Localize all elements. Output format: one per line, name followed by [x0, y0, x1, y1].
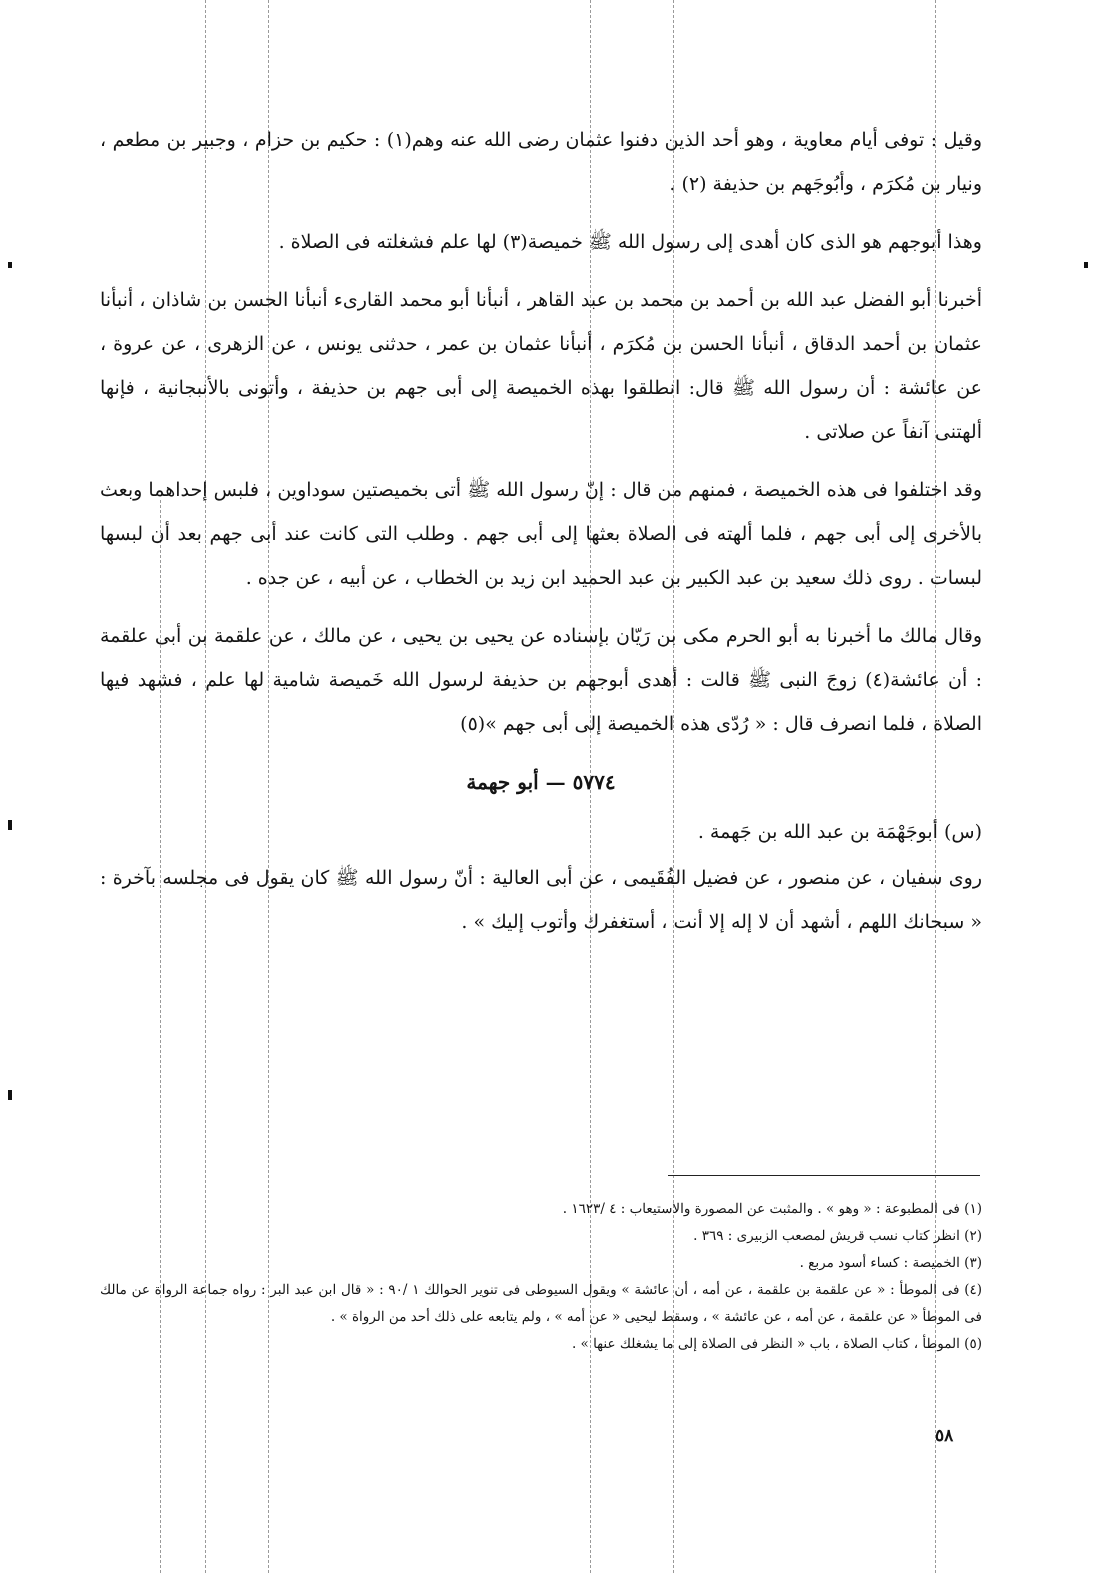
paragraph-4: وقد اختلفوا فى هذه الخميصة ، فمنهم من قال : إنّ رسول الله ﷺ أتى بخميصتين سوداوين ، فلبس إحداهما وبعث بالأخرى إلى أبى جهم ، فلما ألهته فى الصلاة بعثها إلى أبى جهم . وطلب التى كانت عند أبى جهم بعد أن لبسها لبسات . روى ذلك سعيد بن عبد الكبير بن عبد الحميد ابن زيد بن الخطاب ، عن أبيه ، عن جده .: [100, 479, 982, 589]
paragraph-6: (س) أبوجَهْمَة بن عبد الله بن جَهمة .: [697, 821, 982, 843]
footnote-divider: [668, 1175, 980, 1176]
scan-mark: [8, 262, 12, 268]
paragraph-1: وقيل : توفى أيام معاوية ، وهو أحد الذين دفنوا عثمان رضى الله عنه وهم(١) : حكيم بن حزام ، وجبير بن مطعم ، ونيار بن مُكرَم ، وأبُوجَهم بن حذيفة (٢) .: [100, 129, 982, 195]
main-text: [100, 118, 982, 958]
footnote-1: (١) فى المطبوعة : « وهو » . والمثبت عن المصورة والاستيعاب : ٤ /١٦٢٣ .: [562, 1201, 982, 1217]
paragraph-2: وهذا أبوجهم هو الذى كان أهدى إلى رسول الله ﷺ خميصة(٣) لها علم فشغلته فى الصلاة .: [278, 231, 982, 253]
scan-mark: [8, 820, 12, 830]
footnote-5: (٥) الموطأ ، كتاب الصلاة ، باب « النظر فى الصلاة إلى ما يشغلك عنها » .: [571, 1336, 982, 1352]
paragraph-3: أخبرنا أبو الفضل عبد الله بن أحمد بن محمد بن عبد القاهر ، أنبأنا أبو محمد القارىء أنبأنا الحسن بن شاذان ، أنبأنا عثمان بن أحمد الدقاق ، أنبأنا الحسن بن مُكرَم ، أنبأنا عثمان بن عمر ، حدثنى يونس ، عن الزهرى ، عن عروة ، عن عائشة : أن رسول الله ﷺ قال: انطلقوا بهذه الخميصة إلى أبى جهم بن حذيفة ، وأتونى بالأنبجانية ، فإنها ألهتنى آنفاً عن صلاتى .: [100, 289, 982, 443]
footnote-4: (٤) فى الموطأ : « عن علقمة بن علقمة ، عن أمه ، أن عائشة » ويقول السيوطى فى تنوير الحوالك ١ /٩٠ : « قال ابن عبد البر : رواه جماعة الرواة عن مالك فى الموطأ « عن علقمة ، عن أمه ، عن عائشة » ، وسقط ليحيى « عن أمه » ، ولم يتابعه على ذلك أحد من الرواة » .: [100, 1282, 983, 1325]
page-number: ٥٨: [935, 1426, 954, 1446]
scan-mark: [1084, 262, 1088, 268]
footnotes: [100, 1196, 982, 1358]
footnote-3: (٣) الخميصة : كساء أسود مربع .: [799, 1255, 982, 1271]
paragraph-5: وقال مالك ما أخبرنا به أبو الحرم مكى بن رَيّان بإسناده عن يحيى بن يحيى ، عن مالك ، عن علقمة بن أبى علقمة : أن عائشة(٤) زوجَ النبى ﷺ قالت : أهدى أبوجهم بن حذيفة لرسول الله خَميصة شامية لها علم ، فشهد فيها الصلاة ، فلما انصرف قال : « رُدّى هذه الخميصة إلى أبى جهم »(٥): [100, 625, 982, 735]
footnote-2: (٢) انظر كتاب نسب قريش لمصعب الزبيرى : ٣٦٩ .: [693, 1228, 982, 1244]
paragraph-7: روى سفيان ، عن منصور ، عن فضيل الفُقَيمى ، عن أبى العالية : أنّ رسول الله ﷺ كان يقول فى مجلسه بآخرة : « سبحانك اللهم ، أشهد أن لا إله إلا أنت ، أستغفرك وأتوب إليك » .: [100, 867, 982, 933]
scan-mark: [8, 1090, 12, 1100]
entry-heading: ٥٧٧٤ — أبو جهمة: [466, 770, 616, 794]
